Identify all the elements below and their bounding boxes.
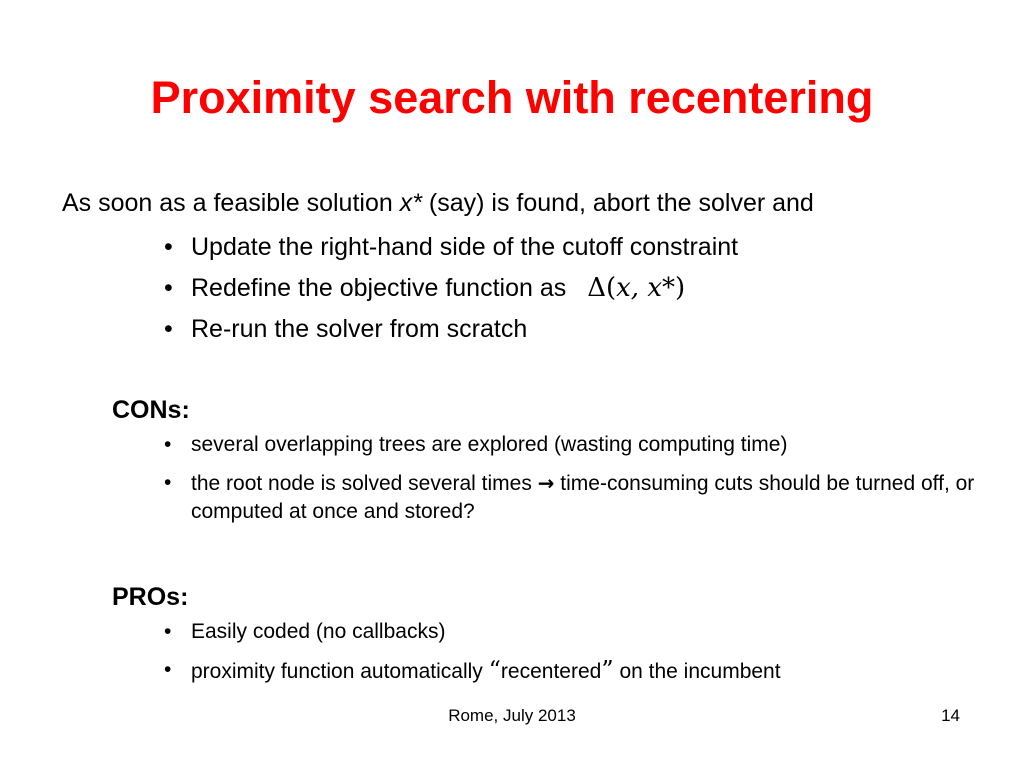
bullet-icon: • xyxy=(164,233,173,261)
cons-item-text-after: time-consuming cuts should be turned off, or computed at once and stored? xyxy=(191,472,975,523)
page-number: 14 xyxy=(941,706,960,725)
cons-list xyxy=(164,431,984,536)
footer-venue-date: Rome, July 2013 xyxy=(448,706,576,725)
bullet-icon: • xyxy=(164,658,172,681)
open-quote: “ xyxy=(488,656,501,684)
main-bullet-item xyxy=(164,227,738,268)
pros-list xyxy=(164,618,984,696)
bullet-icon: • xyxy=(164,620,172,643)
main-bullet-item xyxy=(164,268,738,309)
pros-item-text-after: on the incumbent xyxy=(619,660,781,683)
pros-item-text-before: proximity function automatically xyxy=(191,660,483,683)
objective-formula: Δ(x, x*) xyxy=(587,273,686,303)
cons-item xyxy=(164,469,984,526)
main-bullet-text: Update the right-hand side of the cutoff constraint xyxy=(191,233,739,261)
bullet-icon: • xyxy=(164,433,172,456)
formula-arguments: x, x* xyxy=(616,273,675,303)
cons-heading: CONs: xyxy=(112,396,190,424)
intro-text-before: As soon as a feasible solution xyxy=(62,189,393,217)
main-bullet-list xyxy=(164,227,738,350)
pros-item-text: Easily coded (no callbacks) xyxy=(191,620,446,643)
close-quote: ” xyxy=(601,656,614,684)
intro-variable: x* xyxy=(399,189,422,217)
main-bullet-item xyxy=(164,309,738,350)
main-bullet-text: Re-run the solver from scratch xyxy=(191,315,528,343)
intro-line xyxy=(62,186,814,220)
pros-item xyxy=(164,656,984,686)
pros-heading: PROs: xyxy=(112,583,189,611)
cons-item xyxy=(164,431,984,459)
main-bullet-text: Redefine the objective function as xyxy=(191,274,567,302)
intro-text-after: (say) is found, abort the solver and xyxy=(428,189,814,217)
pros-item xyxy=(164,618,984,646)
bullet-icon: • xyxy=(164,471,172,494)
cons-item-text-before: the root node is solved several times xyxy=(191,472,532,495)
formula-operator: Δ xyxy=(587,273,606,303)
bullet-icon: • xyxy=(164,274,173,302)
slide-title: Proximity search with recentering xyxy=(150,72,874,123)
right-arrow-icon: → xyxy=(537,471,555,495)
cons-item-text: several overlapping trees are explored (wasting computing time) xyxy=(191,433,788,456)
pros-item-quoted: recentered xyxy=(500,660,602,683)
bullet-icon: • xyxy=(164,315,173,343)
